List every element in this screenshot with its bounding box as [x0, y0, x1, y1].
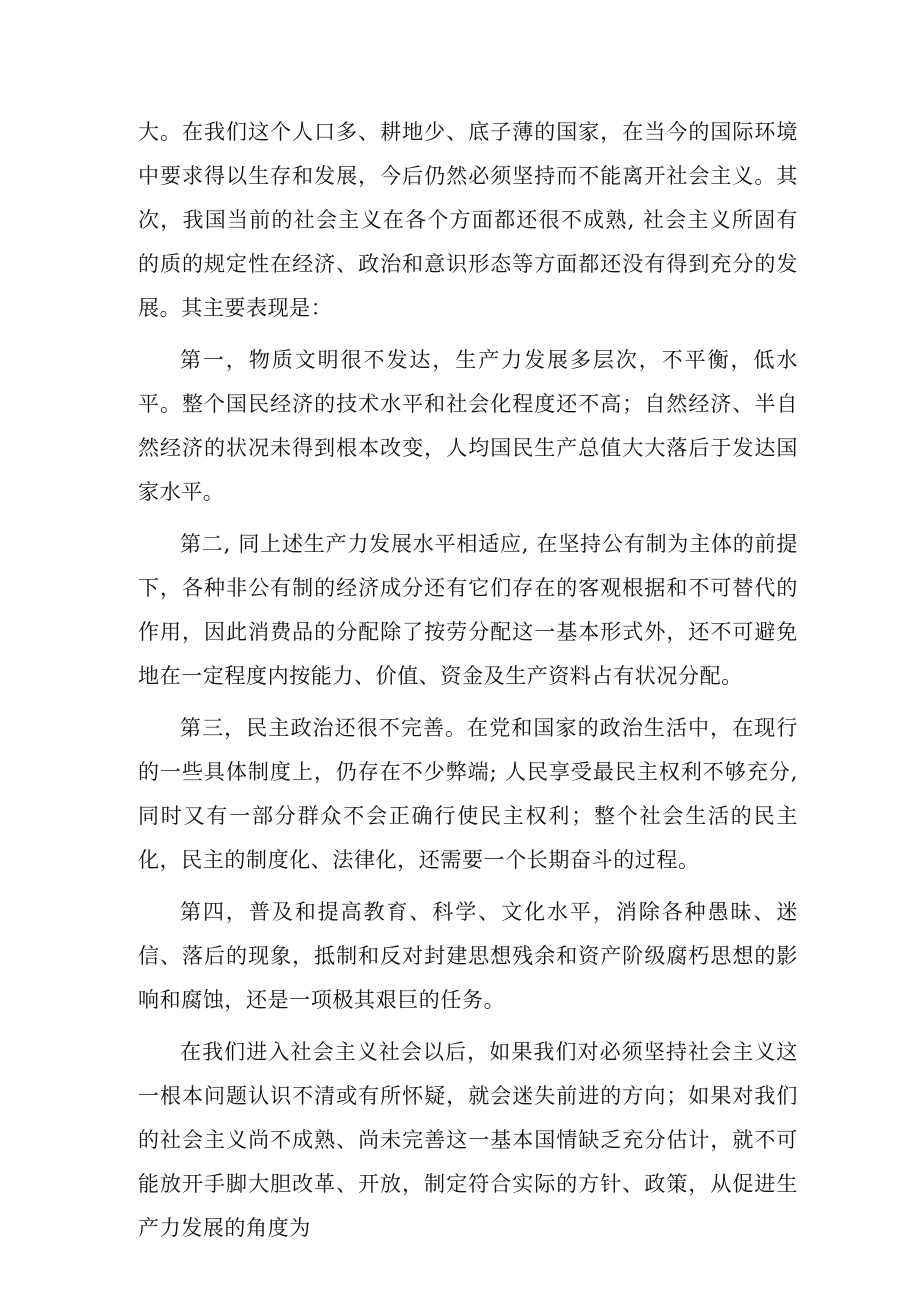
- body-text: [138, 110, 798, 1258]
- paragraph-fourth-point: 第四，普及和提高教育、科学、文化水平，消除各种愚昧、迷信、落后的现象，抵制和反对封建思想残余和资产阶级腐朽思想的影响和腐蚀，还是一项极其艰巨的任务。: [138, 900, 798, 1012]
- paragraph-conclusion: 在我们进入社会主义社会以后，如果我们对必须坚持社会主义这一根本问题认识不清或有所怀疑，就会迷失前进的方向；如果对我们的社会主义尚不成熟、尚未完善这一基本国情缺乏充分估计，就不可能放开手脚大胆改革、开放，制定符合实际的方针、政策，从促进生产力发展的角度为: [138, 1040, 798, 1240]
- paragraph-second-point: 第二, 同上述生产力发展水平相适应, 在坚持公有制为主体的前提下，各种非公有制的经济成分还有它们存在的客观根据和不可替代的作用，因此消费品的分配除了按劳分配这一基本形式外，还不可避免地在一定程度内按能力、价值、资金及生产资料占有状况分配。: [138, 532, 798, 688]
- paragraph-continuation: 大。在我们这个人口多、耕地少、底子薄的国家，在当今的国际环境中要求得以生存和发展，今后仍然必须坚持而不能离开社会主义。其次，我国当前的社会主义在各个方面都还很不成熟, 社会主义所固有的质的规定性在经济、政治和意识形态等方面都还没有得到充分的发展。其主要表现是：: [138, 120, 798, 320]
- paragraph-first-point: 第一，物质文明很不发达，生产力发展多层次，不平衡，低水平。整个国民经济的技术水平和社会化程度还不高；自然经济、半自然经济的状况未得到根本改变，人均国民生产总值大大落后于发达国家水平。: [138, 348, 798, 504]
- paragraph-third-point: 第三，民主政治还很不完善。在党和国家的政治生活中，在现行的一些具体制度上，仍存在不少弊端; 人民享受最民主权利不够充分, 同时又有一部分群众不会正确行使民主权利；整个社会生活的民主化，民主的制度化、法律化，还需要一个长期奋斗的过程。: [138, 716, 798, 872]
